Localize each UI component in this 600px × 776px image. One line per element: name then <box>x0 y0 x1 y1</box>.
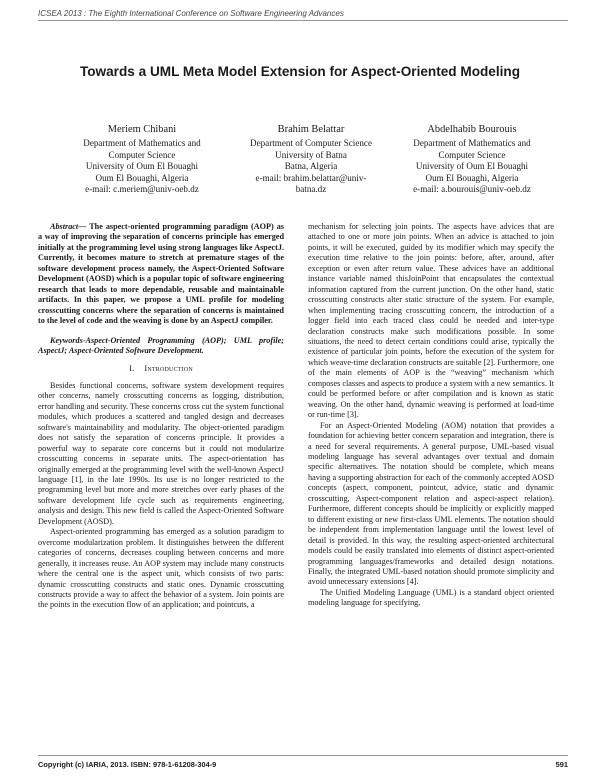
author-block-3 <box>372 123 572 196</box>
author-affiliation-line: University of Oum El Bouaghi <box>85 161 199 172</box>
body-paragraph: Aspect-oriented programming has emerged as a solution paradigm to overcome modularization problem. It distinguishes between the different categories of concerns, decreases coupling between concerns and more generally, it increases reuse. An AOP system may include many constructs where the central one is the aspect unit, which consists of two parts: dynamic crosscutting constructs and static ones. Dynamic crosscutting constructs provide a way to affect the behavior of a system. Join points are the points in the execution flow of an application; and pointcuts, a <box>38 527 284 610</box>
author-affiliation-line: Department of Mathematics and <box>413 138 531 148</box>
right-column <box>308 222 554 609</box>
body-paragraph: For an Aspect-Oriented Modeling (AOM) notation that provides a foundation for achieving better concern separation and integration, there is a need for several requirements. A general purpose, UML-based visual modeling language has several advantages over textual and domain specific alternatives. The notation should be complete, which means having a supporting abstraction for each of the commonly accepted AOSD concepts (aspect, component, pointcut, advice, static and dynamic crosscutting, Aspect-component relation and aspect-aspect relation). Furthermore, different concepts should be implicitly or explicitly mapped to different existing or new first-class UML elements. The notation should be independent from implementation language until the lowest level of detail is provided. In this way, the resulting aspect-oriented architectural models could be easily translated into elements of distinct aspect-oriented programming languages/frameworks and detailed design notations. Finally, the integrated UML-based notation should promote simplicity and avoid unnecessary extensions [4]. <box>308 420 554 587</box>
paper-title: Towards a UML Meta Model Extension for Aspect-Oriented Modeling <box>79 64 521 79</box>
abstract-label: Abstract <box>50 222 79 231</box>
running-header: ICSEA 2013 : The Eighth International Conference on Software Engineering Advances <box>38 9 568 21</box>
author-affiliation-line: Batna, Algeria <box>284 161 338 172</box>
section-title: Introduction <box>144 364 193 374</box>
author-email: e-mail: a.bourouis@univ-oeb.dz <box>413 184 531 195</box>
author-affiliation-line: Department of Mathematics and <box>83 138 201 148</box>
body-paragraph: mechanism for selecting join points. The aspects have advices that are attached to one or more join points. When an advice is attached to join points, it will be executed, guided by its modifier which may specify the execution time relative to the join points: before, after, around, after exception or even after return value. These advices have an additional instance variable named thisJoinPoint that encapsulates the contextual information captured from the current junction. On the other hand, static crosscutting constructs alter static structure of the system. For example, when implementing tracing crosscutting concern, the introduction of a logger field into each traced class could be needed and inter-type declaration constructs make such modifications possible. In some situations, the need to detect certain conditions could arise, typically the existence of particular join points, before the execution of the system for which weave-time declaration constructs are suitable [2]. Furthermore, one of the main elements of AOP is the “weaving” mechanism which composes classes and aspects to produce a system with a new semantics. It could be performed before or after compilation and is known as static weaving. On the other hand, dynamic weaving is performed at load-time or run-time [3]. <box>308 222 554 420</box>
author-email: e-mail: brahim.belattar@univ- <box>255 172 367 183</box>
keywords: Keywords-Aspect-Oriented Programming (AOP); UML profile; AspectJ; Aspect-Oriented Software Development. <box>38 335 284 355</box>
footer-copyright: Copyright (c) IARIA, 2013. ISBN: 978-1-61208-304-9 <box>38 760 217 769</box>
author-email: batna.dz <box>295 184 327 195</box>
author-affiliation-line: Department of Computer Science <box>250 138 372 148</box>
author-email: e-mail: c.meriem@univ-oeb.dz <box>85 184 199 195</box>
author-affiliation-line: Oum El Bouaghi, Algeria <box>95 172 189 183</box>
body-paragraph: Besides functional concerns, software system development requires other concerns, namely crosscutting concerns as logging, distribution, error handling and security. These concerns cross cut the system functional modules, which produces a scattered and tangled design and decreases software's maintainability and modularity. The object-oriented paradigm does not satisfy the separation of concerns principle. It provides a powerful way to separate core concerns but it could not modularize crosscutting concerns in separate units. The aspect-orientation has originally emerged at the programming level with the well-known AspectJ language [1], in the late 1990s. Its use is no longer restricted to the programming level but more and more stretches over early phases of the software development life cycle such as requirements engineering, analysis and design. This new field is called the Aspect-Oriented Software Development (AOSD). <box>38 380 284 526</box>
abstract-text: — The aspect-oriented programming paradigm (AOP) as a way of improving the separation of concerns principle has emerged initially at the programming level using strong languages like AspectJ. Currently, it becomes mature to stretch at premature stages of the software development process namely, the Aspect-Oriented Software Development (AOSD) which is a popular topic of software engineering research that leads to more dependable, reusable and maintainable artifacts. In this paper, we propose a UML profile for modeling crosscutting concerns where the separation of concerns is maintained to the level of code and the weaving is done by an AspectJ compiler. <box>38 222 284 326</box>
author-affiliation-line: Computer Science <box>108 149 176 160</box>
body-paragraph: The Unified Modeling Language (UML) is a standard object oriented modeling language for specifying, <box>308 587 554 608</box>
abstract <box>38 222 284 327</box>
author-affiliation-line: University of Oum El Bouaghi <box>415 161 529 172</box>
section-number: I. <box>129 364 135 374</box>
left-column <box>38 222 284 611</box>
author-name: Brahim Belattar <box>277 124 345 135</box>
section-heading-introduction <box>38 364 284 374</box>
author-affiliation-line: University of Batna <box>275 149 347 160</box>
page-footer <box>38 755 568 769</box>
page-number: 591 <box>555 760 568 769</box>
author-name: Meriem Chibani <box>107 124 177 135</box>
author-affiliation-line: Computer Science <box>438 149 506 160</box>
author-name: Abdelhabib Bourouis <box>427 124 517 135</box>
author-affiliation-line: Oum El Bouaghi, Algeria <box>425 172 519 183</box>
